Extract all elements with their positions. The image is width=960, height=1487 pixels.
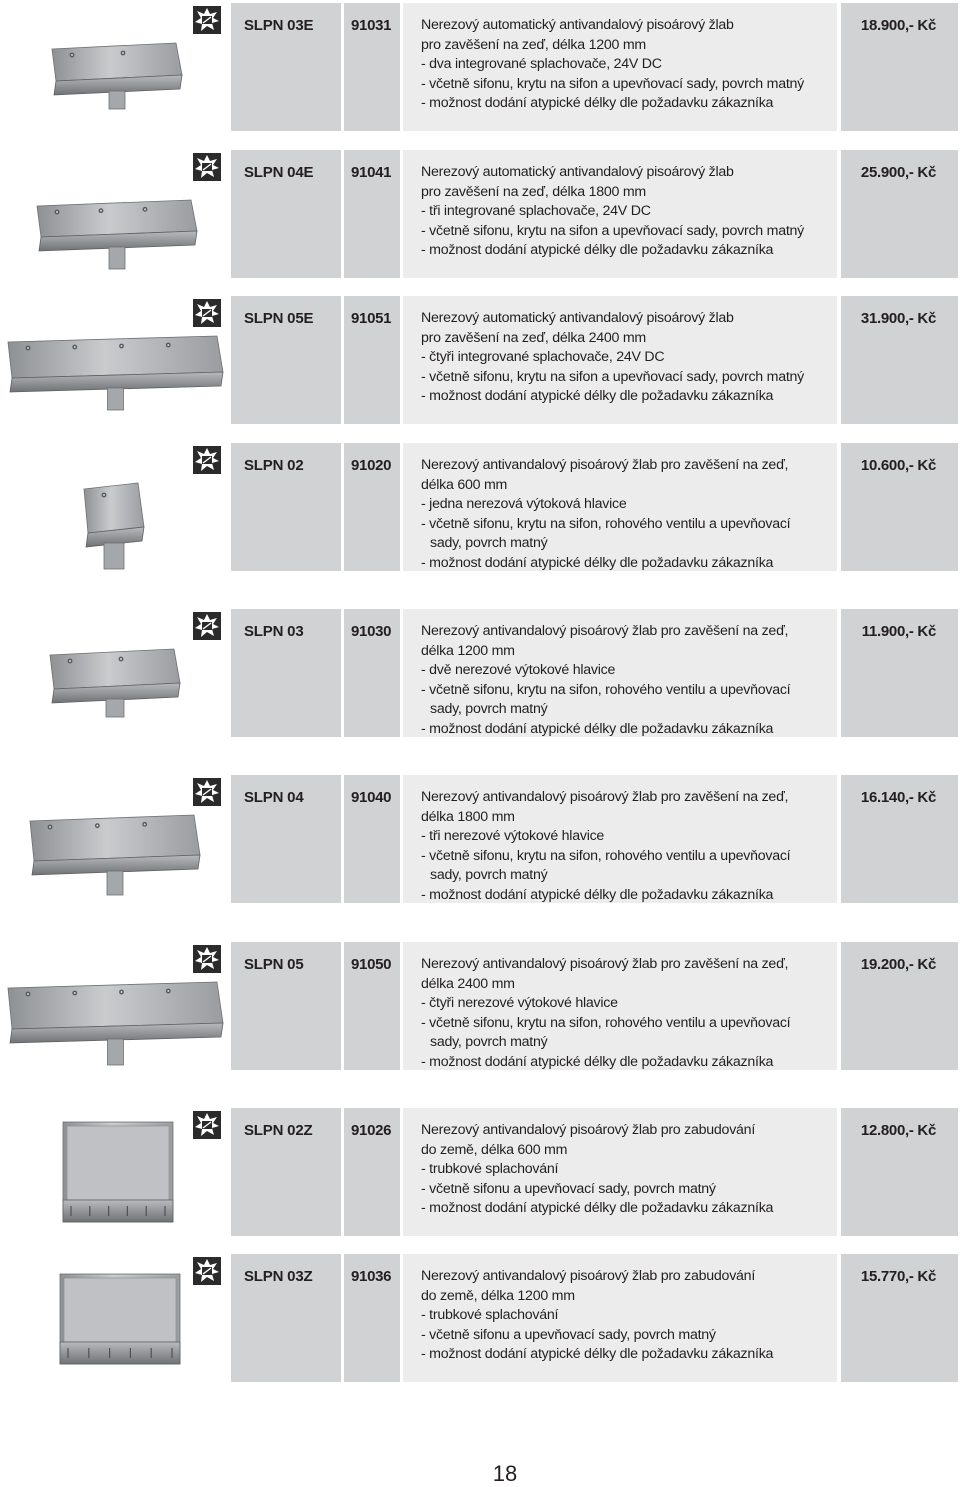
product-price: 11.900,- Kč	[861, 623, 936, 640]
description-line: - možnost dodání atypické délky dle požadavku zákazníka	[421, 1053, 774, 1070]
antivandal-badge-icon	[193, 945, 221, 973]
product-name-cell	[231, 443, 341, 571]
description-line: - tři integrované splachovače, 24V DC	[421, 203, 651, 220]
description-line: Nerezový automatický antivandalový pisoárový žlab	[421, 164, 734, 180]
page-number: 18	[492, 1461, 518, 1486]
product-name: SLPN 02Z	[244, 1122, 313, 1139]
description-line: pro zavěšení na zeď, délka 2400 mm	[421, 329, 646, 346]
product-price-cell	[841, 150, 958, 278]
description-line: - možnost dodání atypické délky dle požadavku zákazníka	[421, 554, 774, 571]
description-line: Nerezový automatický antivandalový pisoárový žlab	[421, 310, 734, 326]
product-name: SLPN 03	[244, 623, 304, 640]
description-line: Nerezový antivandalový pisoárový žlab pro zabudování	[421, 1122, 756, 1138]
description-line: - včetně sifonu, krytu na sifon, rohového ventilu a upevňovací	[421, 847, 791, 864]
product-price: 18.900,- Kč	[860, 17, 936, 34]
description-line: sady, povrch matný	[430, 701, 548, 718]
antivandal-badge-icon	[193, 1111, 221, 1139]
product-description	[421, 622, 790, 740]
description-line: - čtyři nerezové výtokové hlavice	[421, 995, 618, 1012]
product-code: 91041	[351, 164, 392, 181]
antivandal-badge-icon	[193, 446, 221, 474]
description-line: - včetně sifonu, krytu na sifon a upevňovací sady, povrch matný	[421, 75, 805, 92]
product-name-cell	[231, 775, 341, 903]
product-code-cell	[344, 150, 400, 278]
description-line: - dva integrované splachovače, 24V DC	[421, 56, 662, 73]
product-name: SLPN 04E	[244, 164, 314, 181]
product-name-cell	[231, 296, 341, 424]
description-line: - včetně sifonu, krytu na sifon a upevňovací sady, povrch matný	[421, 368, 805, 385]
product-code: 91040	[351, 789, 392, 806]
description-line: délka 1800 mm	[421, 808, 515, 825]
description-line: pro zavěšení na zeď, délka 1200 mm	[421, 36, 646, 53]
product-price-cell	[841, 1254, 958, 1382]
product-description	[421, 1267, 773, 1365]
product-code: 91020	[351, 457, 392, 474]
product-price: 31.900,- Kč	[860, 310, 936, 327]
product-description-cell	[403, 443, 837, 571]
description-line: - možnost dodání atypické délky dle požadavku zákazníka	[421, 720, 774, 737]
product-name: SLPN 04	[244, 789, 304, 806]
product-name: SLPN 03Z	[244, 1268, 313, 1285]
product-code-cell	[344, 3, 400, 131]
description-line: do země, délka 600 mm	[421, 1141, 568, 1158]
product-description-cell	[403, 775, 837, 903]
antivandal-badge-icon	[193, 299, 221, 327]
description-line: - možnost dodání atypické délky dle požadavku zákazníka	[421, 242, 774, 259]
description-line: - tři nerezové výtokové hlavice	[421, 828, 605, 845]
product-row	[0, 3, 960, 131]
description-line: sady, povrch matný	[430, 867, 548, 884]
description-line: - možnost dodání atypické délky dle požadavku zákazníka	[421, 1346, 774, 1363]
product-code-cell	[344, 443, 400, 571]
description-line: - včetně sifonu, krytu na sifon, rohového ventilu a upevňovací	[421, 1014, 791, 1031]
product-price-cell	[841, 942, 958, 1070]
product-price: 19.200,- Kč	[860, 956, 936, 973]
product-code-cell	[344, 1108, 400, 1236]
product-price-cell	[841, 296, 958, 424]
product-name: SLPN 05E	[244, 310, 314, 327]
product-description	[421, 788, 790, 906]
product-name: SLPN 02	[244, 457, 304, 474]
product-price: 15.770,- Kč	[860, 1268, 936, 1285]
description-line: - včetně sifonu a upevňovací sady, povrch matný	[421, 1180, 716, 1197]
description-line: sady, povrch matný	[430, 535, 548, 552]
product-name-cell	[231, 942, 341, 1070]
product-description	[421, 309, 804, 407]
product-price-cell	[841, 3, 958, 131]
description-line: - možnost dodání atypické délky dle požadavku zákazníka	[421, 886, 774, 903]
product-row	[0, 1254, 960, 1382]
description-line: - včetně sifonu, krytu na sifon a upevňovací sady, povrch matný	[421, 222, 805, 239]
product-description-cell	[403, 609, 837, 737]
product-description-cell	[403, 3, 837, 131]
antivandal-badge-icon	[193, 778, 221, 806]
description-line: - dvě nerezové výtokové hlavice	[421, 662, 616, 679]
product-description-cell	[403, 942, 837, 1070]
product-description-cell	[403, 1254, 837, 1382]
product-description	[421, 1121, 773, 1219]
description-line: Nerezový automatický antivandalový pisoárový žlab	[421, 17, 734, 33]
product-name-cell	[231, 3, 341, 131]
product-description	[421, 16, 804, 114]
product-name: SLPN 03E	[244, 17, 314, 34]
product-name: SLPN 05	[244, 956, 304, 973]
description-line: délka 1200 mm	[421, 642, 515, 659]
product-code: 91030	[351, 623, 392, 640]
product-name-cell	[231, 1254, 341, 1382]
product-price-cell	[841, 443, 958, 571]
product-price-cell	[841, 1108, 958, 1236]
description-line: - trubkové splachování	[421, 1307, 559, 1324]
product-description	[421, 163, 804, 261]
description-line: Nerezový antivandalový pisoárový žlab pro zavěšení na zeď,	[421, 956, 789, 972]
description-line: - možnost dodání atypické délky dle požadavku zákazníka	[421, 95, 774, 112]
product-code-cell	[344, 296, 400, 424]
description-line: délka 2400 mm	[421, 975, 515, 992]
description-line: - možnost dodání atypické délky dle požadavku zákazníka	[421, 1200, 774, 1217]
antivandal-badge-icon	[193, 1257, 221, 1285]
product-description-cell	[403, 296, 837, 424]
description-line: Nerezový antivandalový pisoárový žlab pro zavěšení na zeď,	[421, 623, 789, 639]
product-row	[0, 1108, 960, 1236]
product-code: 91050	[351, 956, 392, 973]
product-description-cell	[403, 1108, 837, 1236]
description-line: - včetně sifonu, krytu na sifon, rohového ventilu a upevňovací	[421, 515, 791, 532]
description-line: délka 600 mm	[421, 476, 508, 493]
product-code: 91026	[351, 1122, 392, 1139]
product-price-cell	[841, 775, 958, 903]
antivandal-badge-icon	[193, 153, 221, 181]
description-line: Nerezový antivandalový pisoárový žlab pro zavěšení na zeď,	[421, 457, 789, 473]
product-price: 12.800,- Kč	[860, 1122, 936, 1139]
description-line: pro zavěšení na zeď, délka 1800 mm	[421, 183, 646, 200]
product-row	[0, 443, 960, 571]
description-line: Nerezový antivandalový pisoárový žlab pro zavěšení na zeď,	[421, 789, 789, 805]
product-price-cell	[841, 609, 958, 737]
product-row	[0, 296, 960, 424]
product-name-cell	[231, 609, 341, 737]
description-line: - trubkové splachování	[421, 1161, 559, 1178]
description-line: - jedna nerezová výtoková hlavice	[421, 496, 627, 513]
product-code-cell	[344, 609, 400, 737]
product-price: 25.900,- Kč	[860, 164, 936, 181]
product-price: 10.600,- Kč	[860, 457, 936, 474]
product-code: 91031	[351, 17, 392, 34]
description-line: - včetně sifonu, krytu na sifon, rohového ventilu a upevňovací	[421, 681, 791, 698]
product-row	[0, 775, 960, 903]
product-description	[421, 955, 790, 1073]
description-line: - včetně sifonu a upevňovací sady, povrch matný	[421, 1326, 716, 1343]
product-name-cell	[231, 1108, 341, 1236]
product-code: 91051	[351, 310, 392, 327]
product-name-cell	[231, 150, 341, 278]
product-description	[421, 456, 790, 574]
product-code-cell	[344, 1254, 400, 1382]
product-row	[0, 150, 960, 278]
product-price: 16.140,- Kč	[860, 789, 936, 806]
description-line: do země, délka 1200 mm	[421, 1287, 575, 1304]
antivandal-badge-icon	[193, 6, 221, 34]
description-line: - možnost dodání atypické délky dle požadavku zákazníka	[421, 388, 774, 405]
description-line: sady, povrch matný	[430, 1034, 548, 1051]
product-code-cell	[344, 942, 400, 1070]
product-row	[0, 942, 960, 1070]
product-description-cell	[403, 150, 837, 278]
product-code-cell	[344, 775, 400, 903]
description-line: Nerezový antivandalový pisoárový žlab pro zabudování	[421, 1268, 756, 1284]
antivandal-badge-icon	[193, 612, 221, 640]
description-line: - čtyři integrované splachovače, 24V DC	[421, 349, 665, 366]
product-row	[0, 609, 960, 737]
product-code: 91036	[351, 1268, 392, 1285]
